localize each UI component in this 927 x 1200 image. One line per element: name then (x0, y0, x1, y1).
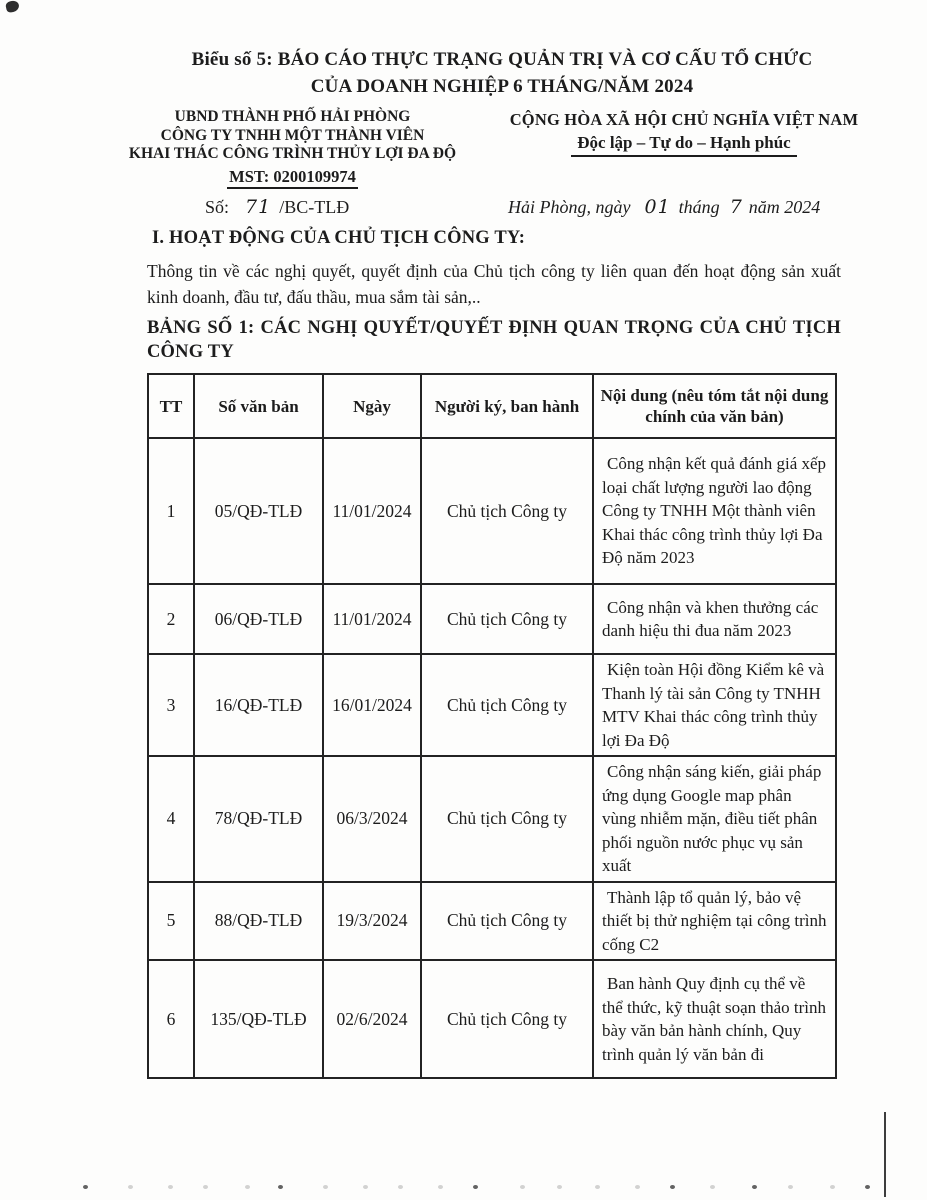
scan-artifact-dot (83, 1185, 88, 1189)
scan-artifact-dot (752, 1185, 757, 1189)
cell-nguoi-ky: Chủ tịch Công ty (421, 584, 593, 654)
cell-noi-dung: Công nhận sáng kiến, giải pháp ứng dụng Google map phân vùng nhiễm mặn, điều tiết phân phối nguồn nước phục vụ sản xuất (593, 756, 836, 882)
cell-ngay: 16/01/2024 (323, 654, 421, 756)
date-year: năm 2024 (748, 197, 821, 217)
scan-artifact-dot (168, 1185, 173, 1189)
cell-tt: 3 (148, 654, 194, 756)
col-header-nguoi-ky: Người ký, ban hành (421, 374, 593, 438)
cell-noi-dung: Kiện toàn Hội đồng Kiểm kê và Thanh lý tài sản Công ty TNHH MTV Khai thác công trình thủy lợi Đa Độ (593, 654, 836, 756)
scan-artifact-dot (635, 1185, 640, 1189)
decisions-table (147, 373, 837, 1079)
scan-artifact-dot (670, 1185, 675, 1189)
document-title (88, 46, 916, 100)
issuing-org-name-line2: KHAI THÁC CÔNG TRÌNH THỦY LỢI ĐA ĐỘ (128, 145, 457, 162)
col-header-noi-dung: Nội dung (nêu tóm tắt nội dung chính của văn bản) (593, 374, 836, 438)
scan-artifact-dot (245, 1185, 250, 1189)
col-header-so-van-ban: Số văn bản (194, 374, 323, 438)
table-row (148, 438, 836, 584)
cell-noi-dung: Thành lập tổ quản lý, bảo vệ thiết bị thử nghiệm tại công trình cống C2 (593, 882, 836, 961)
date-day-handwritten: 01 (644, 196, 671, 218)
cell-noi-dung: Công nhận và khen thưởng các danh hiệu thi đua năm 2023 (593, 584, 836, 654)
scan-artifact-dot (323, 1185, 328, 1189)
col-header-tt: TT (148, 374, 194, 438)
cell-tt: 4 (148, 756, 194, 882)
scan-artifact-dot (398, 1185, 403, 1189)
table-row (148, 756, 836, 882)
scan-artifact-dot (128, 1185, 133, 1189)
place-date-prefix: Hải Phòng, ngày (508, 197, 631, 217)
issuing-org-name-line1: CÔNG TY TNHH MỘT THÀNH VIÊN (160, 126, 425, 144)
cell-ngay: 11/01/2024 (323, 584, 421, 654)
cell-noi-dung: Công nhận kết quả đánh giá xếp loại chất lượng người lao động Công ty TNHH Một thành viên Khai thác công trình thủy lợi Đa Độ năm 2023 (593, 438, 836, 584)
national-header-block (483, 110, 885, 157)
document-number-suffix: /BC-TLĐ (279, 197, 350, 217)
document-title-line2: CỦA DOANH NGHIỆP 6 THÁNG/NĂM 2024 (310, 76, 694, 97)
scan-artifact-dot (278, 1185, 283, 1189)
cell-so-van-ban: 05/QĐ-TLĐ (194, 438, 323, 584)
cell-so-van-ban: 78/QĐ-TLĐ (194, 756, 323, 882)
cell-nguoi-ky: Chủ tịch Công ty (421, 756, 593, 882)
scan-artifact-dot (830, 1185, 835, 1189)
cell-ngay: 11/01/2024 (323, 438, 421, 584)
table-row (148, 882, 836, 961)
scan-artifact-dot (710, 1185, 715, 1189)
cell-nguoi-ky: Chủ tịch Công ty (421, 882, 593, 961)
cell-tt: 2 (148, 584, 194, 654)
tax-code: MST: 0200109974 (227, 168, 358, 190)
place-date-line (508, 196, 820, 218)
cell-ngay: 02/6/2024 (323, 960, 421, 1078)
cell-ngay: 06/3/2024 (323, 756, 421, 882)
date-month-word: tháng (678, 197, 720, 217)
cell-noi-dung: Ban hành Quy định cụ thể về thể thức, kỹ thuật soạn thảo trình bày văn bản hành chính, Quy trình quản lý văn bản đi (593, 960, 836, 1078)
cell-ngay: 19/3/2024 (323, 882, 421, 961)
cell-nguoi-ky: Chủ tịch Công ty (421, 438, 593, 584)
national-motto: Độc lập – Tự do – Hạnh phúc (571, 133, 796, 157)
col-header-ngay: Ngày (323, 374, 421, 438)
table-row (148, 584, 836, 654)
document-number-handwritten: 71 (245, 196, 272, 218)
issuing-org-parent: UBND THÀNH PHỐ HẢI PHÒNG (174, 108, 411, 125)
scan-artifact-line (884, 1112, 886, 1197)
cell-tt: 6 (148, 960, 194, 1078)
national-title: CỘNG HÒA XÃ HỘI CHỦ NGHĨA VIỆT NAM (509, 110, 859, 129)
section-1-paragraph: Thông tin về các nghị quyết, quyết định của Chủ tịch công ty liên quan đến hoạt động sản xuất kinh doanh, đầu tư, đấu thầu, mua sắm tài sản,.. (147, 261, 841, 307)
scan-artifact-dot (473, 1185, 478, 1189)
cell-so-van-ban: 88/QĐ-TLĐ (194, 882, 323, 961)
date-month-handwritten: 7 (729, 196, 743, 218)
document-number-label: Số: (205, 197, 230, 217)
scan-artifact-dot (557, 1185, 562, 1189)
document-title-line1: Biểu số 5: BÁO CÁO THỰC TRẠNG QUẢN TRỊ VÀ CƠ CẤU TỔ CHỨC (191, 49, 813, 70)
scan-artifact-dot (438, 1185, 443, 1189)
issuing-org-block (85, 108, 500, 189)
scan-artifact-dot (203, 1185, 208, 1189)
cell-so-van-ban: 06/QĐ-TLĐ (194, 584, 323, 654)
scan-artifact-dot (865, 1185, 870, 1189)
table-header-row (148, 374, 836, 438)
cell-nguoi-ky: Chủ tịch Công ty (421, 960, 593, 1078)
section-1-heading: I. HOẠT ĐỘNG CỦA CHỦ TỊCH CÔNG TY: (152, 228, 526, 248)
cell-tt: 5 (148, 882, 194, 961)
table-row (148, 654, 836, 756)
table-row (148, 960, 836, 1078)
cell-tt: 1 (148, 438, 194, 584)
cell-so-van-ban: 135/QĐ-TLĐ (194, 960, 323, 1078)
scan-artifact-dot (520, 1185, 525, 1189)
scan-artifact-blob (5, 0, 20, 13)
cell-nguoi-ky: Chủ tịch Công ty (421, 654, 593, 756)
scan-artifact-dot (595, 1185, 600, 1189)
scan-artifact-dot (363, 1185, 368, 1189)
scan-artifact-dot (788, 1185, 793, 1189)
table-1-caption: BẢNG SỐ 1: CÁC NGHỊ QUYẾT/QUYẾT ĐỊNH QUAN TRỌNG CỦA CHỦ TỊCH CÔNG TY (147, 318, 841, 362)
document-number-line (205, 196, 349, 218)
cell-so-van-ban: 16/QĐ-TLĐ (194, 654, 323, 756)
